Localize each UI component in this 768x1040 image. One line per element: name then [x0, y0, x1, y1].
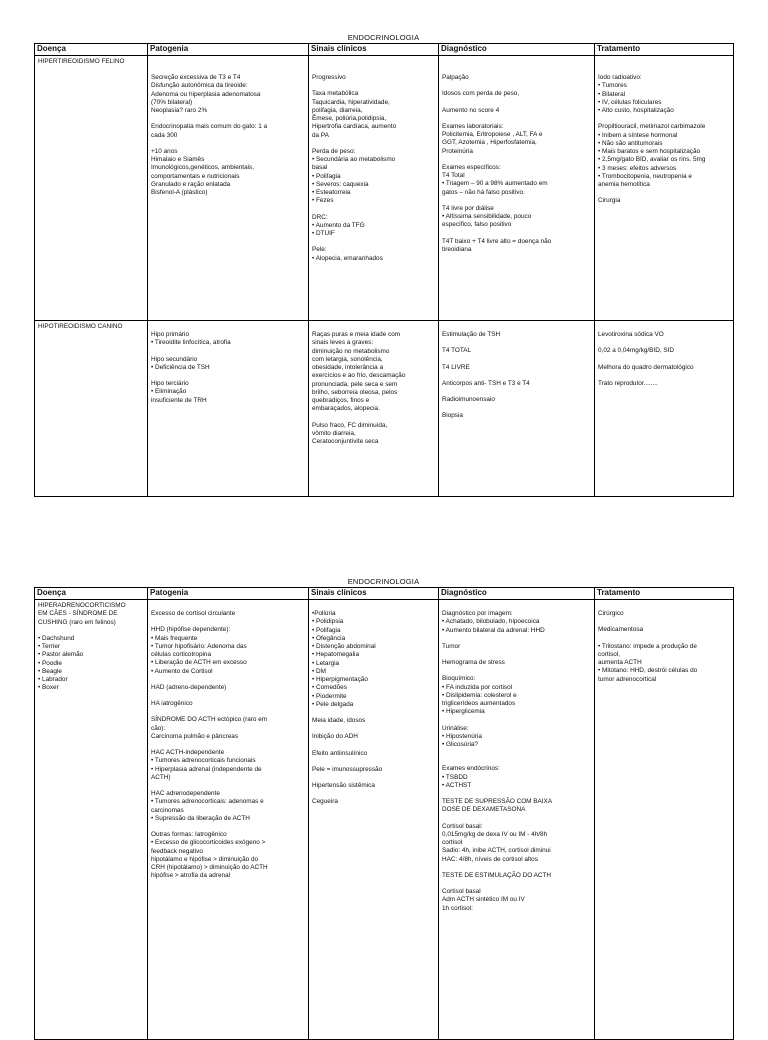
text-line: T4 livre por diálise	[442, 204, 494, 212]
text-line	[312, 140, 435, 148]
text-line	[598, 115, 730, 123]
text-line: Endocrinopatia mais comum do gato: 1 a	[151, 123, 268, 131]
text-line: Cirúrgico	[598, 610, 624, 617]
header-patogenia: Patogenia	[148, 44, 309, 56]
text-line: • Deficiência de TSH	[151, 363, 210, 371]
text-line	[442, 115, 591, 123]
text-line: HIPERTIREOIDISMO FELINO	[38, 58, 125, 65]
text-line: • Liberação de ACTH em excesso	[151, 659, 247, 667]
cell-patogenia	[148, 600, 309, 1040]
text-line	[442, 602, 591, 610]
text-line: Diagnóstico por imagem:	[442, 610, 513, 617]
text-line	[312, 758, 435, 766]
text-line: células corticotropina	[151, 651, 212, 658]
text-line	[442, 749, 591, 757]
text-line: • Tumores	[598, 82, 627, 90]
text-line: • Comedões	[312, 684, 347, 692]
text-line	[442, 667, 591, 675]
text-line: Pele:	[312, 246, 327, 254]
thyroid-table	[34, 43, 734, 497]
text-line: brilho, seborreia oleosa, pelos	[312, 388, 398, 396]
text-line	[151, 66, 305, 74]
text-line: insuficiente de TRH	[151, 396, 207, 404]
text-line: • Poodle	[38, 659, 62, 667]
text-line: HAC adrenodependente	[151, 790, 220, 797]
text-line: tumor adrenocortical	[598, 675, 657, 683]
text-line: Neoplasia? raro 2%	[151, 107, 208, 114]
header-row	[35, 44, 734, 56]
text-line: exercícios e ao frio, descamação	[312, 372, 406, 380]
text-line: Himalaio e Siamês	[151, 156, 205, 163]
text-line: 1h cortisol:	[442, 904, 473, 912]
text-line: • Triagem – 90 a 98% aumentado em	[442, 180, 548, 188]
text-line: • Mais frequente	[151, 634, 198, 642]
cell-patogenia	[148, 56, 309, 321]
text-line: • Polifagia	[312, 626, 341, 634]
text-line: • Mitotano: HHD, destrói células do	[598, 667, 698, 675]
text-line: • Tumor hipofisário: Adenoma das	[151, 642, 247, 650]
text-line: • 2,5mg/gato BID, avaliar os rins. 5mg	[598, 156, 706, 164]
cell-diagnostico	[439, 321, 595, 497]
cell-tratamento	[595, 600, 734, 1040]
text-line: Outras formas: Iatrogênico	[151, 831, 227, 838]
text-line: embaraçados, alopecia.	[312, 405, 380, 413]
text-line: • Secundária ao metabolismo	[312, 156, 396, 163]
cell-diagnostico	[439, 600, 595, 1040]
text-line: • Alopecia, emaranhados	[312, 254, 383, 262]
cell-doenca	[35, 56, 148, 321]
text-line	[442, 635, 591, 643]
text-line	[598, 339, 730, 347]
text-line: Hipo secundário	[151, 355, 198, 363]
text-line: Policitemia, Eritropoiese , ALT, FA e	[442, 131, 543, 138]
text-line	[442, 58, 591, 66]
text-line: Melhora do quadro dermatológico	[598, 363, 694, 371]
text-line: Cirurgia	[598, 197, 621, 205]
text-line: Estimulação de TSH	[442, 331, 501, 338]
text-line: +10 anos	[151, 147, 178, 155]
text-line: comportamentais e nutricionais	[151, 172, 240, 180]
text-line: Trato reprodutor........	[598, 379, 658, 387]
text-line: hipotálamo e hipófise > diminuição do	[151, 855, 259, 863]
text-line	[151, 676, 305, 684]
text-line: • Distenção abdominal	[312, 643, 376, 650]
text-line: • Hipostenúria	[442, 732, 482, 740]
cell-sinais	[309, 321, 439, 497]
text-line: Palpação	[442, 74, 469, 81]
text-line: Granulado e ração enlatada	[151, 180, 231, 188]
text-line: Perda de peso:	[312, 147, 356, 155]
text-line	[442, 790, 591, 798]
text-line: CRH (hipotálamo) > diminuição do ACTH	[151, 864, 268, 871]
text-line: • Hiperglicemia	[442, 708, 485, 716]
text-line: Urinálise:	[442, 724, 469, 732]
text-line: Secreção excessiva de T3 e T4	[151, 74, 241, 81]
text-line	[312, 82, 435, 90]
text-line: Taquicardia, hiperatividade,	[312, 98, 390, 106]
table-row-cushing	[35, 600, 734, 1040]
text-line	[151, 823, 305, 831]
text-line: triglicerídeos aumentados	[442, 700, 516, 707]
text-line: polifagia, diarreia,	[312, 106, 363, 114]
text-line: Tumor	[442, 642, 461, 650]
text-line	[442, 388, 591, 396]
text-line: • Tumores adrenocorticais: adenomas e	[151, 798, 264, 806]
text-line	[442, 404, 591, 412]
cell-diagnostico	[439, 56, 595, 321]
text-line	[312, 414, 435, 422]
text-line: 0,02 a 0,04mg/kg/BID, SID	[598, 347, 675, 355]
text-line: Exames específicos:	[442, 163, 501, 171]
text-line: HHD (hipófise dependente):	[151, 626, 231, 634]
text-line: • Labrador	[38, 676, 68, 683]
text-line: • TSBDD	[442, 773, 468, 781]
text-line: GGT, Azotemia , Hiperfosfatemia,	[442, 139, 537, 147]
text-line: • 3 meses: efeitos adversos	[598, 164, 677, 172]
text-line	[151, 58, 305, 66]
text-line: Exames endócrinos:	[442, 765, 500, 773]
text-line	[312, 238, 435, 246]
text-line: (70% bilateral)	[151, 98, 193, 106]
text-line	[151, 782, 305, 790]
text-line: Sadio: 4h, inibe ACTH, cortisol diminui	[442, 847, 551, 855]
text-line	[442, 156, 591, 164]
text-line: Disfunção autonômica da tireoide:	[151, 82, 248, 90]
text-line: Hipertensão sistêmica	[312, 782, 375, 789]
text-line: DOSE DE DEXAMETASONA	[442, 806, 526, 814]
text-line: • Boxer	[38, 684, 59, 692]
text-line	[442, 66, 591, 74]
text-line: • Pele delgada	[312, 700, 354, 708]
text-line	[151, 618, 305, 626]
text-line: gatos – não há falso positivo.	[442, 188, 525, 196]
text-line	[598, 58, 730, 66]
text-line	[151, 372, 305, 380]
header-sinais: Sinais clínicos	[309, 588, 439, 600]
header-patogenia: Patogenia	[148, 588, 309, 600]
text-line: T4 LIVRE	[442, 363, 470, 371]
header-doenca: Doença	[35, 588, 148, 600]
text-line: Medicamentosa	[598, 626, 644, 634]
text-line: Excesso de cortisol circulante	[151, 610, 236, 617]
text-line: HAD (adreno-dependente)	[151, 683, 227, 691]
text-line: • Trilostano: impede a produção de	[598, 642, 697, 650]
text-line: • Ofegância	[312, 634, 346, 642]
text-line: Adm ACTH sintético IM ou IV	[442, 896, 525, 904]
cell-sinais	[309, 56, 439, 321]
text-line: HIPERADRENOCORTICISMO	[38, 602, 126, 609]
text-line	[151, 741, 305, 749]
text-line: • Tumores adrenocorticais funcionais	[151, 757, 256, 765]
text-line: • ACTHST	[442, 781, 472, 789]
text-line: • Dachshund	[38, 634, 75, 642]
cell-doenca	[35, 321, 148, 497]
text-line: feedback negativo	[151, 847, 203, 855]
text-line: • Trombocitopenia, neutropenia e	[598, 172, 692, 180]
text-line: • Letargia	[312, 659, 340, 667]
header-tratamento: Tratamento	[595, 588, 734, 600]
section-title: ENDOCRINOLOGIA	[347, 33, 420, 42]
text-line: • Aumento da TFG	[312, 221, 365, 229]
text-line: • Glicosúria?	[442, 741, 478, 748]
text-line: Meia idade, idosos	[312, 717, 366, 724]
text-line: Cortisol basal	[442, 888, 481, 895]
text-line	[151, 115, 305, 123]
text-line	[312, 790, 435, 798]
text-line: vômito diarreia,	[312, 429, 356, 437]
text-line: 0,015mg/kg de dexa IV ou IM - 4h/8h	[442, 830, 548, 838]
text-line	[151, 323, 305, 331]
text-line: Hipertrofia cardíaca, aumento	[312, 123, 397, 131]
text-line: Cegueira	[312, 798, 338, 806]
text-line: Pulso fraco, FC diminuída,	[312, 421, 388, 429]
text-line: tireoidiana	[442, 245, 472, 253]
table-row-hipertireoidismo	[35, 56, 734, 321]
text-line	[442, 197, 591, 205]
text-line: • Não são antitumorais	[598, 139, 663, 147]
text-line: T4T baixo + T4 livre alto = doença não	[442, 237, 552, 245]
text-line: HA iatrogênico	[151, 700, 193, 707]
text-line	[598, 356, 730, 364]
table-row-hipotireoidismo	[35, 321, 734, 497]
text-line	[442, 230, 591, 238]
text-line: hipófise > atrofia da adrenal	[151, 872, 231, 880]
text-line: pronunciada, pele seca e sem	[312, 380, 398, 388]
text-line: Exames laboratoriais:	[442, 122, 504, 130]
text-line: CUSHING (raro em felinos)	[38, 618, 116, 626]
text-line	[442, 880, 591, 888]
header-tratamento: Tratamento	[595, 44, 734, 56]
header-doenca: Doença	[35, 44, 148, 56]
text-line: Taxa metabólica	[312, 90, 359, 98]
text-line	[442, 651, 591, 659]
text-line: Anticorpos anti- TSH e T3 e T4	[442, 379, 530, 387]
text-line: específico, falso positivo	[442, 221, 512, 229]
text-line: Hemograma de stress	[442, 659, 505, 666]
text-line: ACTH)	[151, 773, 171, 781]
text-line	[442, 815, 591, 823]
adrenal-table	[34, 587, 734, 1040]
header-diagnostico: Diagnóstico	[439, 44, 595, 56]
text-line: • Tireoidite linfocítica, atrofia	[151, 339, 231, 347]
text-line: sinais leves a graves:	[312, 339, 374, 347]
text-line: • Beagle	[38, 667, 62, 675]
cell-doenca	[35, 600, 148, 1040]
text-line	[151, 348, 305, 356]
text-line	[598, 635, 730, 643]
text-line: Levotiroxina sódica VO	[598, 331, 664, 338]
text-line: • Inibem a síntese hormonal	[598, 131, 678, 139]
text-line: • Esteatorreia	[312, 189, 351, 196]
cell-sinais	[309, 600, 439, 1040]
text-line	[312, 58, 435, 66]
text-line	[312, 323, 435, 331]
text-line	[598, 189, 730, 197]
text-line	[442, 323, 591, 331]
text-line	[442, 717, 591, 725]
text-line: • Mais baratos e sem hospitalização	[598, 148, 701, 155]
text-line: diminuição no metabolismo	[312, 347, 390, 355]
text-line: Iodo radioativo:	[598, 74, 642, 81]
header-sinais: Sinais clínicos	[309, 44, 439, 56]
text-line: carcinomas	[151, 806, 184, 814]
text-line: cão):	[151, 724, 166, 732]
text-line	[151, 140, 305, 148]
text-line: EM CÃES - SÍNDROME DE	[38, 610, 118, 618]
text-line: • Alto custo, hospitalização	[598, 107, 674, 114]
text-line	[312, 602, 435, 610]
text-line: • Aumento de Cortisol	[151, 667, 213, 675]
text-line: Aumento no score 4	[442, 106, 500, 114]
text-line: TESTE DE ESTIMULAÇÃO DO ACTH	[442, 871, 552, 879]
text-line	[442, 372, 591, 380]
text-line: TESTE DE SUPRESSÃO COM BAIXA	[442, 798, 553, 805]
section-title: ENDOCRINOLOGIA	[347, 577, 420, 586]
text-line: • FA induzida por cortisol	[442, 683, 513, 691]
text-line	[442, 356, 591, 364]
text-line: • Aumento bilateral da adrenal: HHD	[442, 626, 545, 634]
text-line: Inibição do ADH	[312, 733, 358, 741]
text-line	[598, 66, 730, 74]
text-line: Cortisol basal:	[442, 822, 483, 830]
text-line	[442, 757, 591, 765]
text-line: Raças puras e meia idade com	[312, 331, 401, 338]
text-line: da PA	[312, 131, 329, 139]
text-line: • DTUIF	[312, 230, 335, 237]
text-line	[312, 725, 435, 733]
text-line: Efeito antiinsulínico	[312, 749, 368, 757]
text-line	[442, 82, 591, 90]
text-line: • Terrier	[38, 643, 61, 650]
text-line: T4 TOTAL	[442, 347, 472, 355]
text-line: Carcinoma pulmão e pâncreas	[151, 732, 239, 740]
text-line: aumenta ACTH	[598, 659, 642, 666]
table-section-adrenal	[34, 576, 733, 1040]
text-line: • Hepatomegalia	[312, 651, 359, 659]
text-line	[151, 602, 305, 610]
text-line: Hipo primário	[151, 331, 190, 338]
text-line: • Piodermite	[312, 692, 347, 700]
text-line	[312, 66, 435, 74]
header-diagnostico: Diagnóstico	[439, 588, 595, 600]
text-line: • Supressão da liberação de ACTH	[151, 814, 250, 822]
text-line: cortisol,	[598, 650, 621, 658]
text-line: Ceratoconjuntivite seca	[312, 438, 379, 445]
text-line: Bioquímico:	[442, 675, 476, 683]
text-line: obesidade, intolerância a	[312, 364, 384, 371]
text-line: HAC: 4/8h, níveis de cortisol altos	[442, 855, 538, 863]
text-line	[442, 864, 591, 872]
cell-tratamento	[595, 56, 734, 321]
text-line: • Hiperplasia adrenal (independente de	[151, 765, 262, 773]
text-line: • Fezes	[312, 197, 334, 205]
text-line: • Bilateral	[598, 90, 626, 98]
text-line: Hipo terciário	[151, 380, 189, 387]
text-line	[312, 774, 435, 782]
text-line: • Pastor alemão	[38, 651, 84, 659]
text-line	[442, 99, 591, 107]
text-line: Proteinúria	[442, 147, 473, 155]
text-line: • DM	[312, 667, 326, 675]
text-line	[598, 602, 730, 610]
text-line: • Achatado, bilobulado, hipoecoica	[442, 618, 540, 626]
text-line	[312, 206, 435, 214]
text-line	[598, 372, 730, 380]
cell-patogenia	[148, 321, 309, 497]
text-line: Propiltiouracil, metimazol carbimazole	[598, 123, 706, 131]
text-line: • Dislipidemia: colesterol e	[442, 691, 517, 699]
text-line: • Excesso de glicocorticoides exógeno >	[151, 839, 266, 847]
text-line: anemia hemolítica	[598, 181, 650, 188]
text-line: HAC ACTH-independente	[151, 749, 225, 756]
text-line: cortisol	[442, 839, 463, 846]
text-line: • IV, células foliculares	[598, 98, 662, 106]
text-line: SÍNDROME DO ACTH ectópico (raro em	[151, 716, 268, 724]
text-line: Pele = imunossupressão	[312, 765, 383, 773]
text-line	[312, 709, 435, 717]
text-line: •Poliúria	[312, 610, 336, 617]
text-line: DRC:	[312, 213, 328, 221]
text-line: • Hiperpigmentação	[312, 676, 368, 683]
header-row	[35, 588, 734, 600]
text-line: • Polifagia	[312, 172, 341, 180]
text-line: quebradiços, finos e	[312, 397, 370, 404]
table-section-thyroid	[34, 32, 733, 497]
text-line: HIPOTIREOIDISMO CANINO	[38, 323, 123, 330]
text-line	[442, 339, 591, 347]
text-line: Radioimunoensaio	[442, 396, 495, 403]
text-line: com letargia, sonolência,	[312, 355, 383, 363]
text-line	[598, 618, 730, 626]
text-line: Êmese, poliúria,polidipsia,	[312, 115, 387, 122]
text-line: Progressivo	[312, 74, 346, 81]
text-line: Idosos com perda de peso,	[442, 90, 520, 98]
text-line: • Eliminação	[151, 388, 187, 396]
text-line: • Altíssima sensibilidade, pouco	[442, 213, 532, 220]
text-line	[38, 627, 144, 635]
text-line: basal	[312, 164, 328, 172]
text-line: T4 Total	[442, 172, 465, 179]
text-line: Adenoma ou hiperplasia adenomatosa	[151, 90, 261, 98]
text-line: Biopsia	[442, 412, 463, 420]
text-line: • Severos: caquexia	[312, 180, 369, 188]
cell-tratamento	[595, 321, 734, 497]
text-line: • Polidipsia	[312, 618, 344, 626]
text-line: Bisfenol-A (plástico)	[151, 189, 208, 196]
text-line	[312, 742, 435, 750]
text-line	[598, 323, 730, 331]
text-line: cada 300	[151, 131, 178, 139]
text-line: Imunológicos,genéticos, ambientais,	[151, 164, 255, 172]
text-line	[151, 692, 305, 700]
